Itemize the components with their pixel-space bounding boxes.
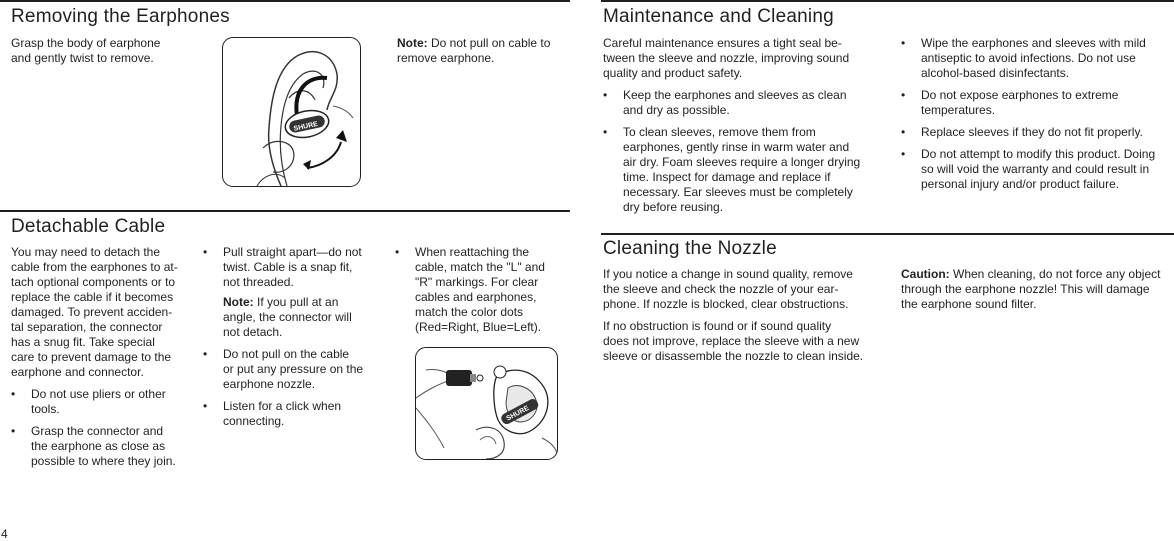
list-item: • Do not attempt to modify this product. Doing so will void the warranty and could result in personal injury and/or product failure. xyxy=(901,147,1156,191)
detachable-col2 xyxy=(203,245,383,436)
removing-note: Note: Do not pull on cable to remove earphone. xyxy=(397,36,551,65)
list-item: • Do not expose earphones to extreme temperatures. xyxy=(901,88,1119,117)
list-item: • Pull straight apart—do not twist. Cable is a snap fit, not threaded. Note: If you pull at an angle, the connector will not detach. xyxy=(203,245,362,339)
list-item: • Grasp the connector and the earphone as close as possible to where they join. xyxy=(11,424,176,468)
nozzle-heading: Cleaning the Nozzle xyxy=(603,238,777,259)
connector-figure xyxy=(415,347,558,460)
detachable-heading: Detachable Cable xyxy=(11,216,166,237)
brand-logo: SHURE xyxy=(293,120,319,133)
removing-text: Grasp the body of earphone and gently twist to remove. xyxy=(11,36,161,65)
ear-removal-figure xyxy=(222,37,361,187)
removing-heading: Removing the Earphones xyxy=(11,6,230,27)
list-item: • When reattaching the cable, match the "L" and "R" markings. For clear cables and earphones, match the color dots (Red=Right, Blue=Left). xyxy=(395,245,545,334)
section-rule xyxy=(0,0,570,2)
section-rule xyxy=(601,0,1174,2)
section-rule xyxy=(601,233,1174,235)
list-item: • Wipe the earphones and sleeves with mild antiseptic to avoid infections. Do not use alcohol-based disinfectants. xyxy=(901,36,1146,80)
list-item: • Keep the earphones and sleeves as clean and dry as possible. xyxy=(603,88,847,117)
list-item: • Listen for a click when connecting. xyxy=(203,399,342,428)
detachable-col3 xyxy=(395,245,570,342)
maintenance-heading: Maintenance and Cleaning xyxy=(603,6,834,27)
detachable-col1: You may need to detach the cable from the earphones to at- tach optional components or to replace the cable if it becomes damaged. To prevent acciden- tal separation, the connector has a snug fit. Take special care to prevent damage to the earphone and connector. • Do not use pliers or other tools. • Grasp the connector and the earphone as close as possible to where they join. xyxy=(11,245,201,476)
nozzle-caution: Caution: When cleaning, do not force any object through the earphone nozzle! This will damage the earphone sound filter. xyxy=(901,267,1161,311)
nozzle-col1: If you notice a change in sound quality, remove the sleeve and check the nozzle of your ear- phone. If nozzle is blocked, clear obstructions. If no obstruction is found or if sound quality does not improve, replace the sleeve with a new sleeve or disassemble the nozzle to clean inside. xyxy=(603,267,864,363)
section-rule xyxy=(0,210,570,212)
list-item: • Do not pull on the cable or put any pressure on the earphone nozzle. xyxy=(203,347,364,391)
brand-logo: SHURE xyxy=(505,404,531,423)
list-item: • Do not use pliers or other tools. xyxy=(11,387,166,416)
connector-illustration xyxy=(416,348,557,459)
maintenance-col2 xyxy=(901,36,1174,199)
maintenance-col1: Careful maintenance ensures a tight seal be- tween the sleeve and nozzle, improving sound quality and product safety. • Keep the earphones and sleeves as clean and dry as possible. • To clean sleeves, remove them from earphones, gently rinse in warm water and air dry. Foam sleeves require a longer drying time. Inspect for damage and replace if necessary. Ear sleeves must be completely dry before reusing. xyxy=(603,36,878,222)
list-item: • To clean sleeves, remove them from earphones, gently rinse in warm water and air dry. Foam sleeves require a longer drying time. Inspect for damage and replace if necessary. Ear sleeves must be completely dry before reusing. xyxy=(603,125,861,214)
list-item: • Replace sleeves if they do not fit properly. xyxy=(901,125,1143,139)
page-number: 4 xyxy=(1,527,8,541)
ear-removal-illustration xyxy=(223,38,360,186)
